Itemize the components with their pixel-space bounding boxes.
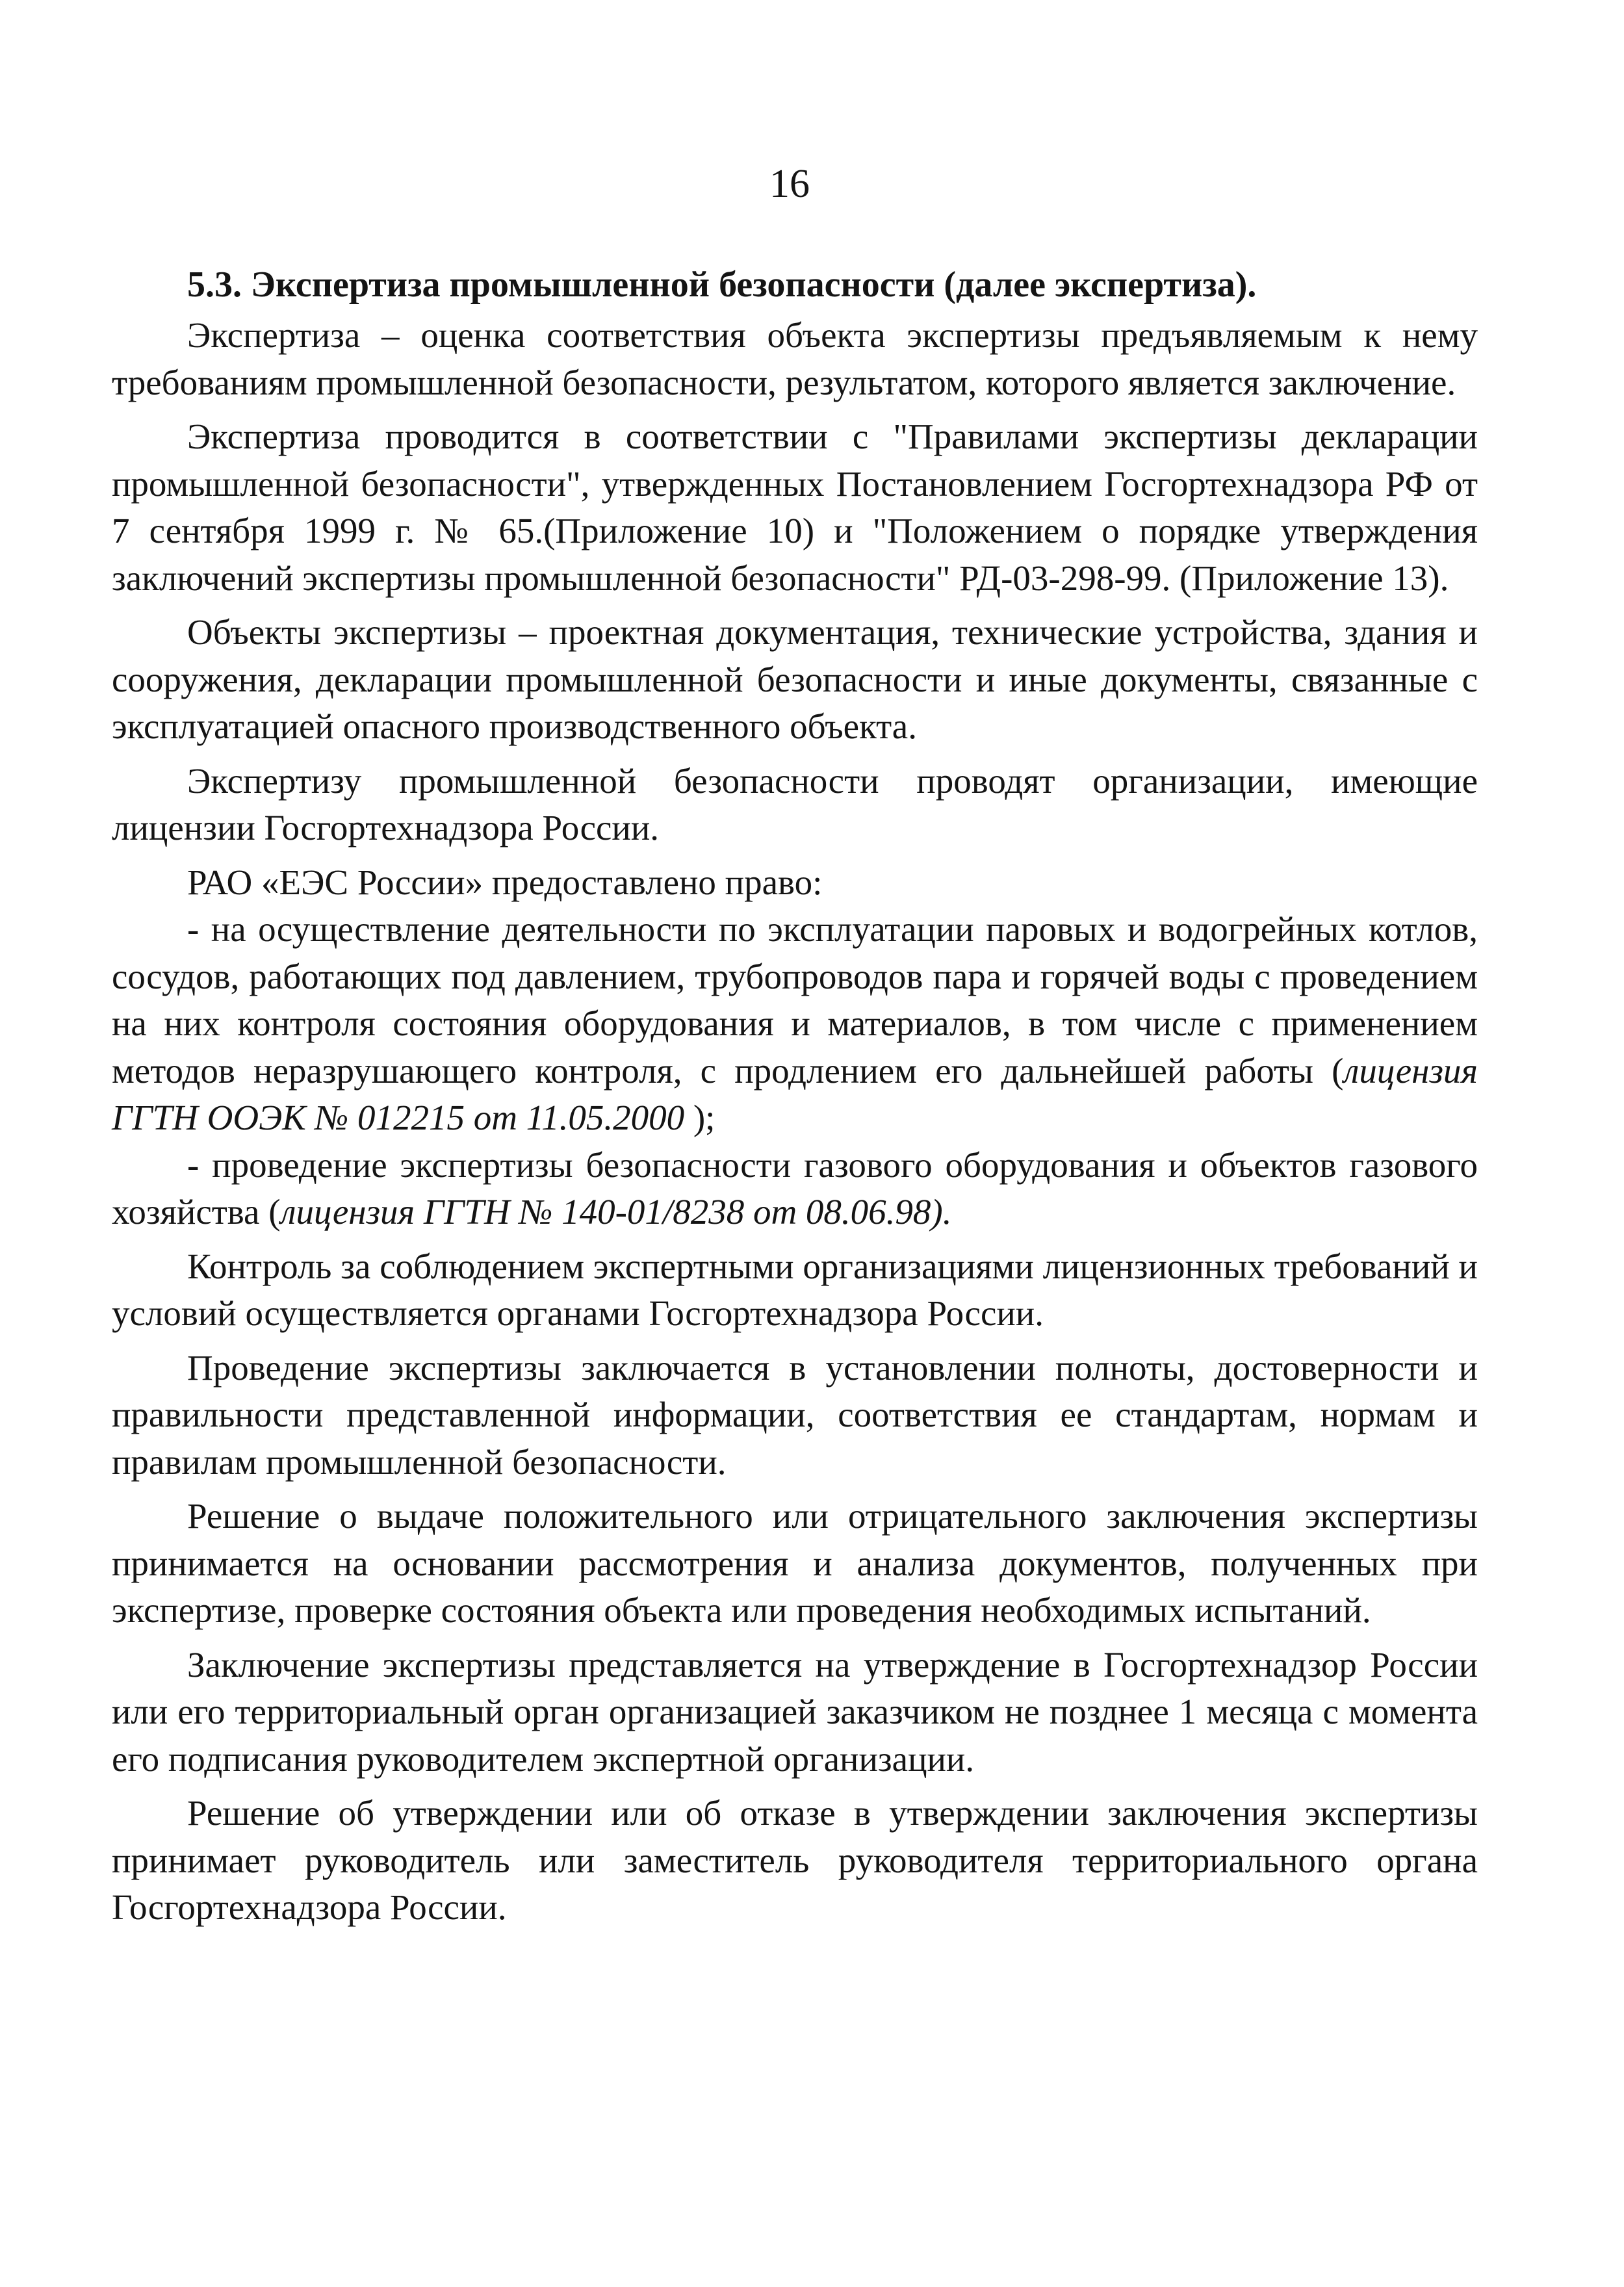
paragraph: Экспертизу промышленной безопасности проводят организации, имеющие лицензии Госгортехнадзора России.	[112, 760, 1478, 847]
rights-item-text: - проведение экспертизы безопасности газового оборудования и объектов газового хозяйства (	[112, 1144, 1478, 1232]
rights-item-tail: );	[684, 1098, 715, 1137]
license-reference: лицензия ГГТН № 140-01/8238 от 08.06.98).	[280, 1192, 952, 1232]
page-number: 16	[769, 162, 810, 206]
license-reference: лицензия ГГТН ООЭК № 012215 от 11.05.2000	[112, 1050, 1478, 1137]
paragraph: Экспертиза – оценка соответствия объекта экспертизы предъявляемым к нему требованиям промышленной безопасности, результатом, которого является заключение.	[112, 315, 1478, 402]
paragraph: Объекты экспертизы – проектная документация, технические устройства, здания и сооружения, декларации промышленной безопасности и иные документы, связанные с эксплуатацией опасного производственного объекта.	[112, 612, 1478, 746]
paragraph: Решение об утверждении или об отказе в утверждении заключения экспертизы принимает руководитель или заместитель руководителя территориального органа Госгортехнадзора России.	[112, 1793, 1478, 1927]
paragraph: Экспертиза проводится в соответствии с "Правилами экспертизы декларации промышленной безопасности", утвержденных Постановлением Госгортехнадзора РФ от 7 сентября 1999 г. № 65.(Приложение 10) и "Положением о порядке утверждения заключений экспертизы промышленной безопасности" РД-03-298-99. (Приложение 13).	[112, 417, 1478, 598]
paragraph: РАО «ЕЭС России» предоставлено право:	[187, 862, 823, 902]
paragraph: Контроль за соблюдением экспертными организациями лицензионных требований и условий осуществляется органами Госгортехнадзора России.	[112, 1246, 1478, 1333]
rights-item	[112, 1142, 1478, 1236]
paragraph: Заключение экспертизы представляется на утверждение в Госгортехнадзор России или его территориальный орган организацией заказчиком не позднее 1 месяца с момента его подписания руководителем экспертной организации.	[112, 1644, 1478, 1779]
paragraph: Решение о выдаче положительного или отрицательного заключения экспертизы принимается на основании рассмотрения и анализа документов, полученных при экспертизе, проверке состояния объекта или проведения необходимых испытаний.	[112, 1496, 1478, 1630]
section-heading: 5.3. Экспертиза промышленной безопасности (далее экспертиза).	[187, 265, 1257, 305]
rights-item-text: - на осуществление деятельности по эксплуатации паровых и водогрейных котлов, сосудов, работающих под давлением, трубопроводов пара и горячей воды с проведением на них контроля состояния оборудования и материалов, в том числе с применением методов неразрушающего контроля, с продлением его дальнейшей работы (	[112, 909, 1478, 1091]
paragraph: Проведение экспертизы заключается в установлении полноты, достоверности и правильности представленной информации, соответствия ее стандартам, нормам и правилам промышленной безопасности.	[112, 1347, 1478, 1482]
document-body	[112, 261, 1478, 1939]
rights-item	[112, 906, 1478, 1142]
